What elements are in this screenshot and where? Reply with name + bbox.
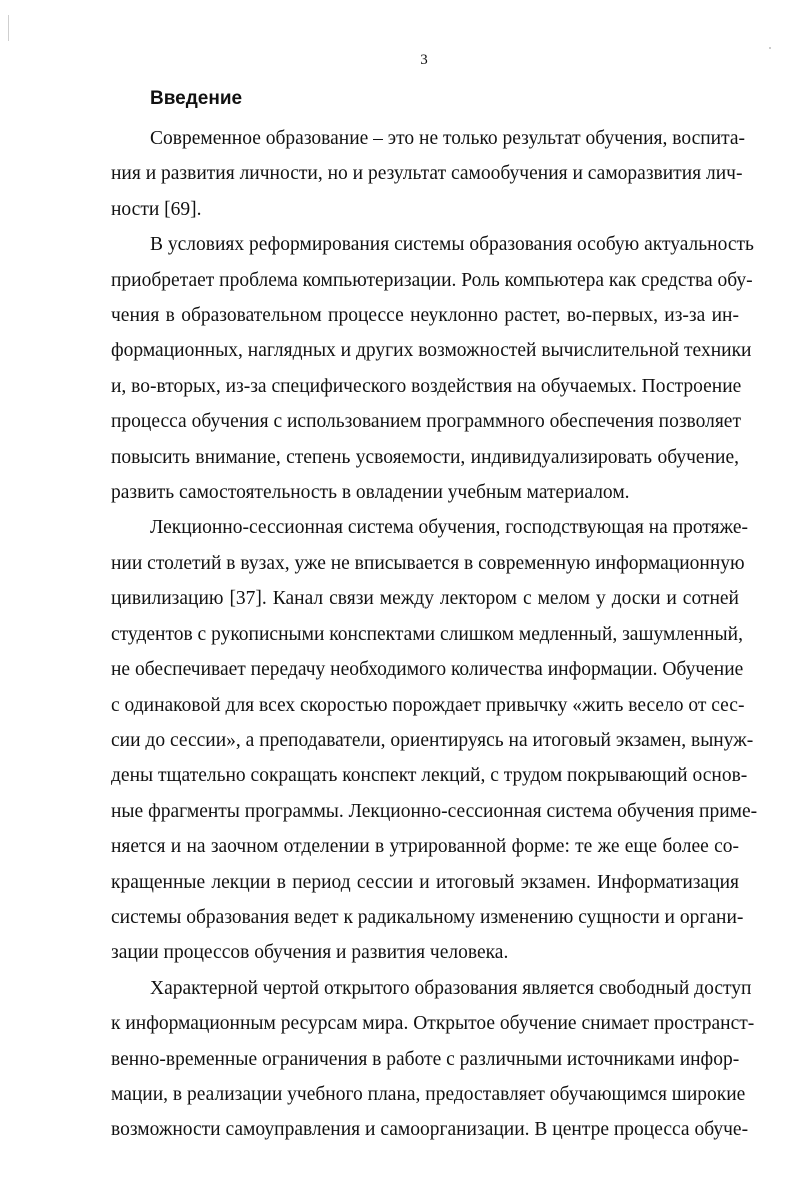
text-line: студентов с рукописными конспектами слишком медленный, зашумленный, bbox=[111, 623, 743, 645]
text-line: В условиях реформирования системы образования особую актуальность bbox=[150, 234, 754, 256]
paragraph-2 bbox=[111, 227, 754, 510]
body-text bbox=[111, 121, 758, 1148]
text-line: возможности самоуправления и самоорганизации. В центре процесса обуче- bbox=[111, 1119, 749, 1141]
text-line: ния и развития личности, но и результат самообучения и саморазвития лич- bbox=[111, 163, 743, 185]
text-line: Характерной чертой открытого образования является свободный доступ bbox=[150, 977, 752, 999]
text-line: няется и на заочном отделении в утрированной форме: те же еще более со- bbox=[111, 836, 739, 858]
text-line: не обеспечивает передачу необходимого количества информации. Обучение bbox=[111, 659, 744, 681]
text-line: формационных, наглядных и других возможностей вычислительной техники bbox=[111, 340, 752, 362]
text-line: Лекционно-сессионная система обучения, господствующая на протяже- bbox=[150, 517, 748, 539]
section-heading: Введение bbox=[150, 88, 243, 109]
text-line: и, во-вторых, из-за специфического воздействия на обучаемых. Построение bbox=[111, 375, 742, 397]
text-line: сии до сессии», а преподаватели, ориентируясь на итоговый экзамен, вынуж- bbox=[111, 729, 754, 751]
text-line: мации, в реализации учебного плана, предоставляет обучающимся широкие bbox=[111, 1083, 746, 1105]
text-line: системы образования ведет к радикальному изменению сущности и органи- bbox=[111, 906, 744, 928]
text-line: с одинаковой для всех скоростью порождает привычку «жить весело от сес- bbox=[111, 694, 745, 716]
scan-artifact bbox=[8, 15, 9, 41]
text-line: цивилизацию [37]. Канал связи между лектором с мелом у доски и сотней bbox=[111, 588, 739, 610]
text-line: нии столетий в вузах, уже не вписывается в современную информационную bbox=[111, 552, 745, 574]
text-line: кращенные лекции в период сессии и итоговый экзамен. Информатизация bbox=[111, 871, 739, 893]
text-line: Современное образование – это не только результат обучения, воспита- bbox=[150, 128, 746, 149]
page-number: 3 bbox=[420, 52, 428, 68]
text-line: ные фрагменты программы. Лекционно-сессионная система обучения приме- bbox=[111, 800, 758, 822]
paragraph-3 bbox=[111, 510, 758, 970]
paragraph-4 bbox=[111, 971, 755, 1148]
text-line: зации процессов обучения и развития человека. bbox=[111, 942, 509, 964]
text-line: процесса обучения с использованием программного обеспечения позволяет bbox=[111, 411, 741, 433]
text-line: дены тщательно сокращать конспект лекций, с трудом покрывающий основ- bbox=[111, 765, 748, 787]
text-line: развить самостоятельность в овладении учебным материалом. bbox=[111, 482, 630, 504]
text-line: приобретает проблема компьютеризации. Роль компьютера как средства обу- bbox=[111, 269, 753, 291]
text-line: ности [69]. bbox=[111, 198, 202, 220]
text-line: повысить внимание, степень усвояемости, индивидуализировать обучение, bbox=[111, 446, 739, 468]
paragraph-1 bbox=[111, 121, 746, 227]
text-line: венно-временные ограничения в работе с различными источниками инфор- bbox=[111, 1048, 740, 1070]
text-line: к информационным ресурсам мира. Открытое обучение снимает пространст- bbox=[111, 1013, 755, 1035]
scan-artifact-dot bbox=[769, 47, 771, 49]
text-line: чения в образовательном процессе неуклонно растет, во-первых, из-за ин- bbox=[111, 305, 739, 327]
